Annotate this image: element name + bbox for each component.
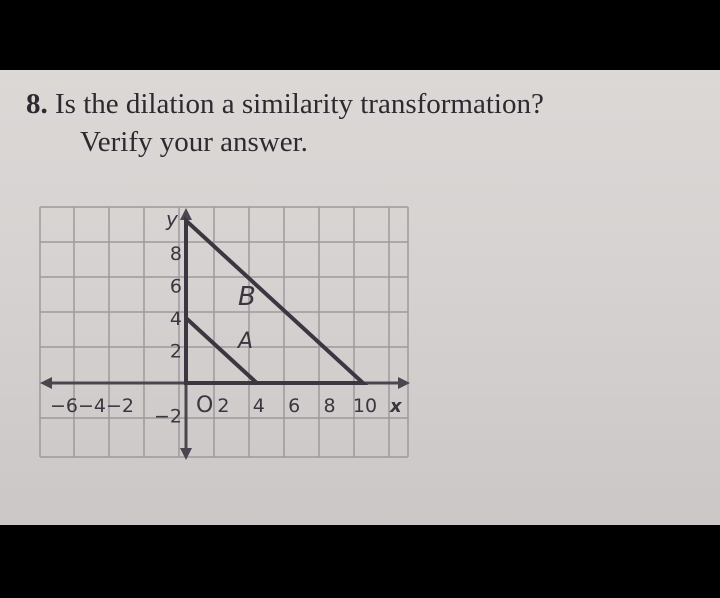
- question-line-2: Verify your answer.: [80, 126, 308, 158]
- x-tick-labels-negative: −6−4−2: [50, 395, 135, 417]
- y-axis-arrow-down: [180, 448, 192, 460]
- y-axis-label: y: [166, 207, 178, 231]
- y-tick-label: 2: [169, 340, 182, 363]
- x-tick-label: 8: [323, 395, 336, 417]
- y-tick-label: 4: [169, 308, 182, 330]
- question-text: Is the dilation a similarity transformation?: [55, 88, 544, 120]
- y-tick-label: −2: [153, 405, 182, 428]
- triangle-b-label: B: [238, 282, 256, 312]
- question-number: 8.: [26, 88, 48, 120]
- origin-label: O: [196, 393, 214, 418]
- y-tick-labels: [154, 243, 182, 428]
- x-axis-arrow-left: [40, 377, 52, 389]
- x-tick-label: 4: [252, 395, 265, 417]
- y-tick-label: 6: [169, 275, 182, 298]
- y-tick-label: 8: [169, 243, 182, 265]
- x-tick-label: 2: [217, 395, 230, 417]
- x-tick-label: 10: [352, 395, 378, 417]
- triangle-b: [186, 221, 363, 384]
- x-tick-labels: [217, 395, 377, 417]
- triangle-a-label: A: [238, 329, 254, 354]
- x-axis-label: x: [390, 396, 402, 417]
- x-tick-label: 6: [288, 395, 301, 417]
- grid: [40, 207, 408, 457]
